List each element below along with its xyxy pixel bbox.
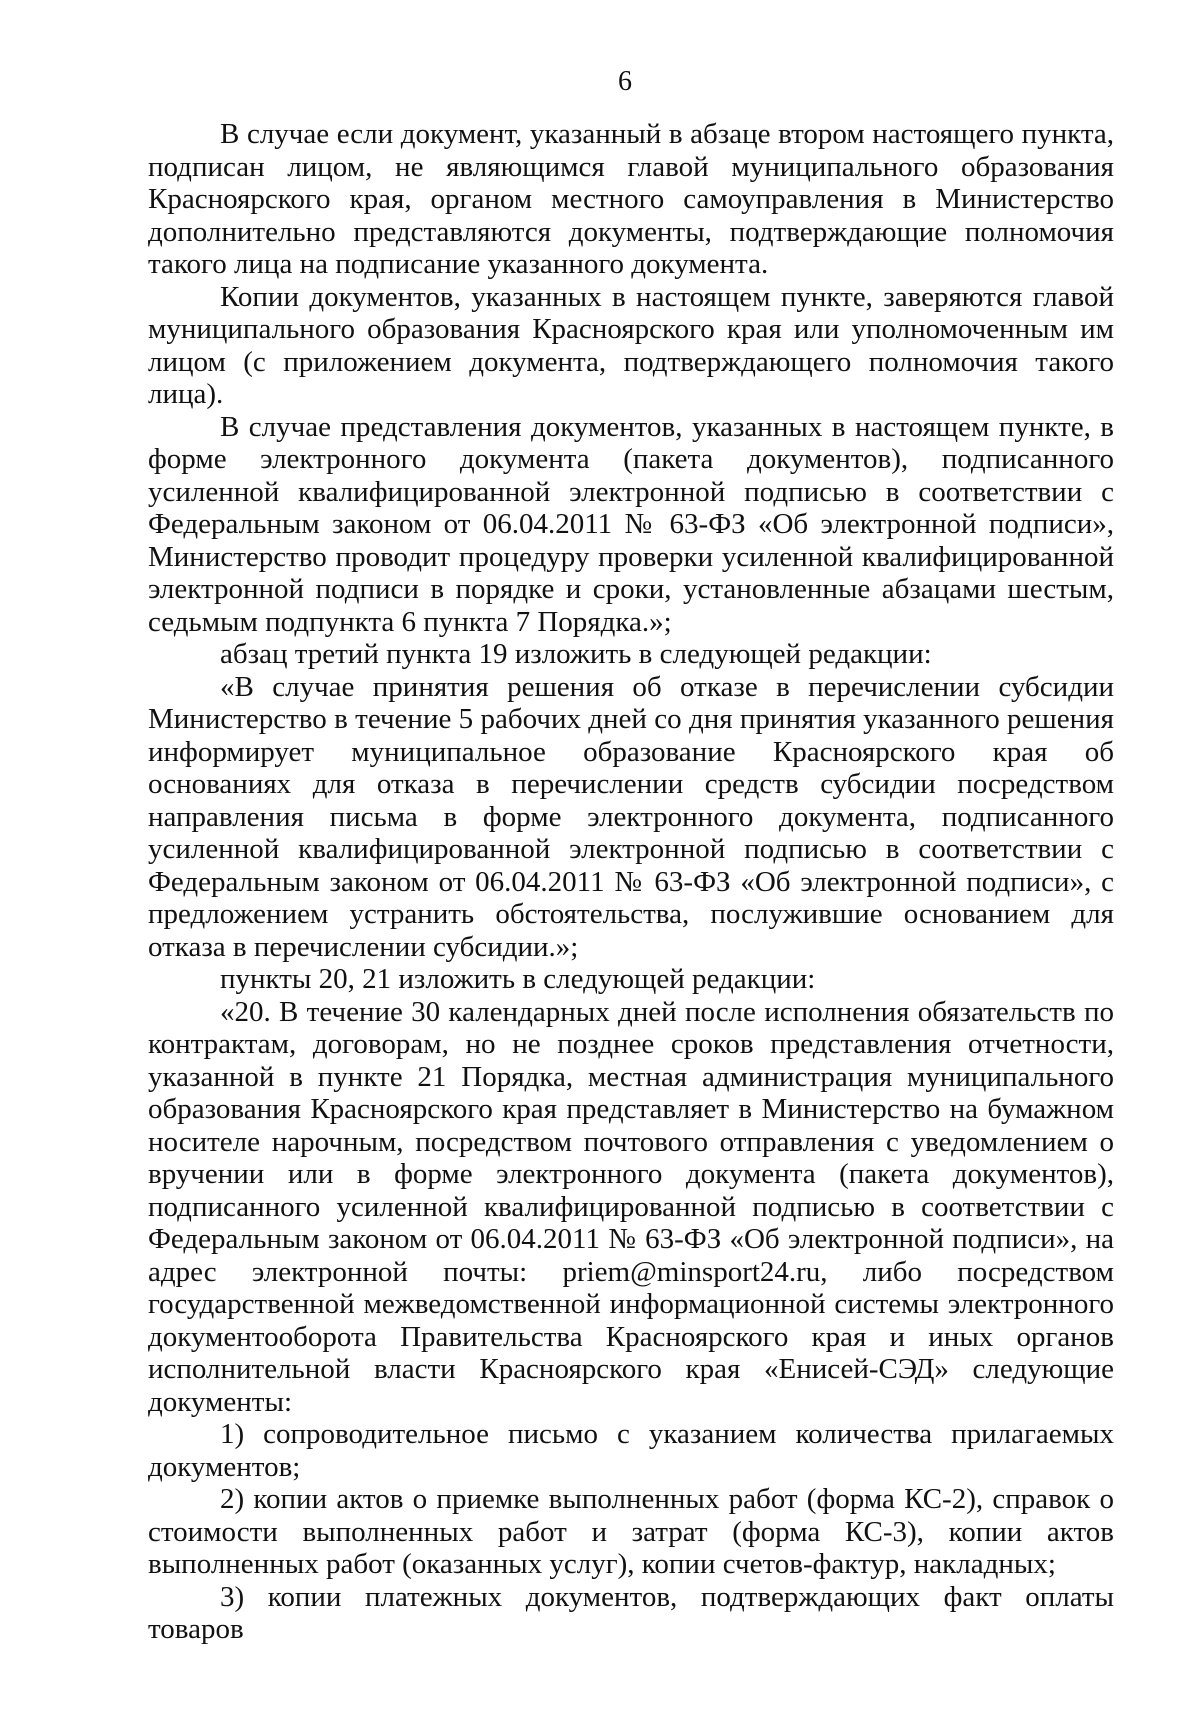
paragraph-refusal-notice: «В случае принятия решения об отказе в перечислении субсидии Министерство в течение 5 рабочих дней со дня принятия указанного решения информирует муниципальное образование Красноярского края об основаниях для отказа в перечислении средств субсидии посредством направления письма в форме электронного документа, подписанного усиленной квалифицированной электронной подписью в соответствии с Федеральным законом от 06.04.2011 № 63-ФЗ «Об электронной подписи», с предложением устранить обстоятельства, послужившие основанием для отказа в перечислении субсидии.»; [148, 670, 1114, 963]
list-item-2: 2) копии актов о приемке выполненных работ (форма КС-2), справок о стоимости выполненных работ и затрат (форма КС-3), копии актов выполненных работ (оказанных услуг), копии счетов-фактур, накладных; [148, 1483, 1114, 1580]
paragraph-item-20: «20. В течение 30 календарных дней после исполнения обязательств по контрактам, договорам, но не позднее сроков представления отчетности, указанной в пункте 21 Порядка, местная администрация муниципального образования Красноярского края представляет в Министерство на бумажном носителе нарочным, посредством почтового отправления с уведомлением о вручении или в форме электронного документа (пакета документов), подписанного усиленной квалифицированной подписью в соответствии с Федеральным законом от 06.04.2011 № 63-ФЗ «Об электронной подписи», на адрес электронной почты: priem@minsport24.ru, либо посредством государственной межведомственной информационной системы электронного документооборота Правительства Красноярского края и иных органов исполнительной власти Красноярского края «Енисей-СЭД» следующие документы: [148, 995, 1114, 1418]
paragraph-amendment-19: абзац третий пункта 19 изложить в следующей редакции: [220, 638, 932, 670]
document-body [148, 118, 1114, 1646]
list-item-3: 3) копии платежных документов, подтверждающих факт оплаты товаров [148, 1580, 1114, 1645]
paragraph-electronic-documents: В случае представления документов, указанных в настоящем пункте, в форме электронного документа (пакета документов), подписанного усиленной квалифицированной электронной подписью в соответствии с Федеральным законом от 06.04.2011 № 63-ФЗ «Об электронной подписи», Министерство проводит процедуру проверки усиленной квалифицированной электронной подписи в порядке и сроки, установленные абзацами шестым, седьмым подпункта 6 пункта 7 Порядка.»; [148, 410, 1114, 638]
paragraph-copies-certification: Копии документов, указанных в настоящем пункте, заверяются главой муниципального образования Красноярского края или уполномоченным им лицом (с приложением документа, подтверждающего полномочия такого лица). [148, 280, 1114, 410]
list-item-1: 1) сопроводительное письмо с указанием количества прилагаемых документов; [148, 1418, 1114, 1483]
paragraph-amendment-20-21: пункты 20, 21 изложить в следующей редакции: [220, 963, 816, 995]
page-number: 6 [618, 66, 632, 97]
paragraph-signature-authority: В случае если документ, указанный в абзаце втором настоящего пункта, подписан лицом, не являющимся главой муниципального образования Красноярского края, органом местного самоуправления в Министерство дополнительно представляются документы, подтверждающие полномочия такого лица на подписание указанного документа. [148, 118, 1114, 280]
